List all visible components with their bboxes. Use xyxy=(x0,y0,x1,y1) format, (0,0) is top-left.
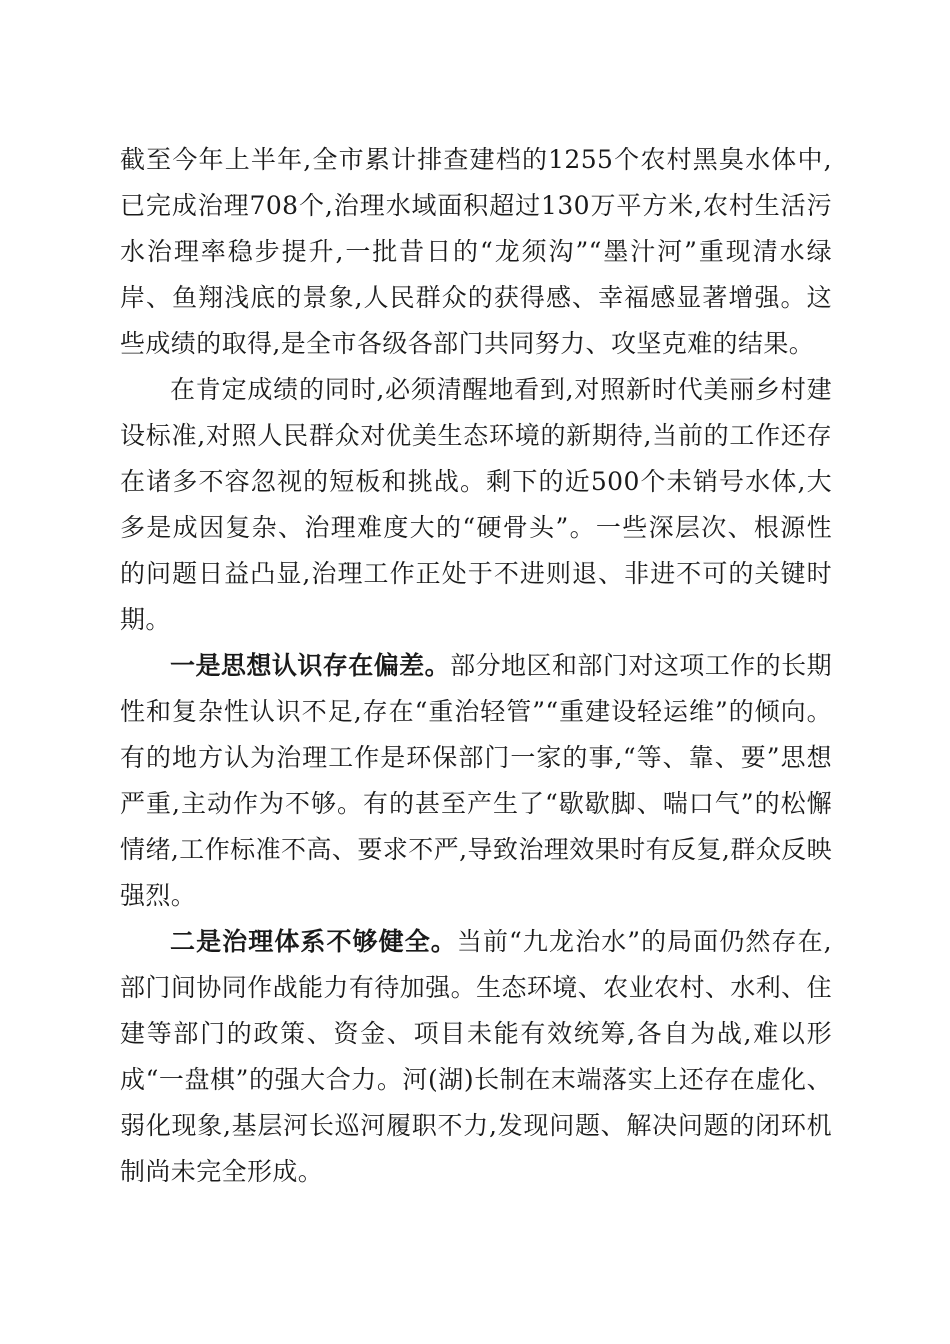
paragraph-text: 在肯定成绩的同时,必须清醒地看到,对照新时代美丽乡村建设标准,对照人民群众对优美生态环境的新期待,当前的工作还存在诸多不容忽视的短板和挑战。剩下的近500个未销号水体,大多是成因复杂、治理难度大的“硬骨头”。一些深层次、根源性的问题日益凸显,治理工作正处于不进则退、非进不可的关键时期。 xyxy=(120,375,832,634)
paragraph-lead-heading: 一是思想认识存在偏差。 xyxy=(170,651,451,680)
document-body xyxy=(120,137,832,1195)
paragraph-challenges xyxy=(120,367,832,643)
paragraph-text: 部分地区和部门对这项工作的长期性和复杂性认识不足,存在“重治轻管”“重建设轻运维”的倾向。有的地方认为治理工作是环保部门一家的事,“等、靠、要”思想严重,主动作为不够。有的甚至产生了“歇歇脚、喘口气”的松懈情绪,工作标准不高、要求不严,导致治理效果时有反复,群众反映强烈。 xyxy=(120,651,832,910)
paragraph-point-one xyxy=(120,643,832,919)
paragraph-point-two xyxy=(120,919,832,1195)
paragraph-achievements xyxy=(120,137,832,367)
paragraph-lead-heading: 二是治理体系不够健全。 xyxy=(170,927,457,956)
paragraph-text: 截至今年上半年,全市累计排查建档的1255个农村黑臭水体中,已完成治理708个,治理水域面积超过130万平方米,农村生活污水治理率稳步提升,一批昔日的“龙须沟”“墨汁河”重现清水绿岸、鱼翔浅底的景象,人民群众的获得感、幸福感显著增强。这些成绩的取得,是全市各级各部门共同努力、攻坚克难的结果。 xyxy=(120,145,832,358)
paragraph-text: 当前“九龙治水”的局面仍然存在,部门间协同作战能力有待加强。生态环境、农业农村、水利、住建等部门的政策、资金、项目未能有效统筹,各自为战,难以形成“一盘棋”的强大合力。河(湖)长制在末端落实上还存在虚化、弱化现象,基层河长巡河履职不力,发现问题、解决问题的闭环机制尚未完全形成。 xyxy=(120,927,832,1186)
